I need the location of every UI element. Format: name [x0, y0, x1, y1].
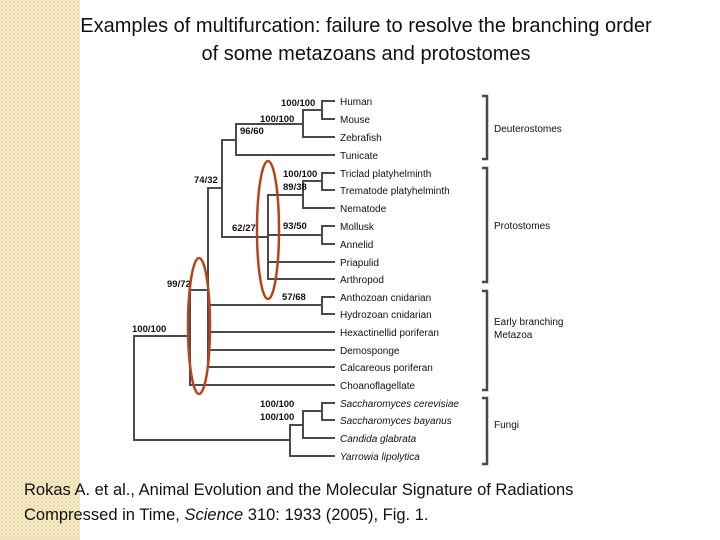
support-value-mammals-zebrafish: 100/100 — [260, 114, 295, 125]
taxon-label: Mouse — [340, 115, 371, 126]
taxon-label: Arthropod — [340, 275, 384, 286]
group-label-deuterostomes: Deuterostomes — [494, 124, 562, 135]
group-brackets — [482, 96, 487, 464]
taxon-label: Trematode platyhelminth — [340, 186, 450, 197]
taxon-label: Hexactinellid poriferan — [340, 328, 439, 339]
early-metazoa-bracket — [482, 291, 487, 390]
title-line-2: of some metazoans and protostomes — [201, 43, 531, 65]
support-value-platyhelminths: 100/100 — [283, 169, 318, 180]
taxon-label: Human — [340, 97, 373, 108]
support-labels — [132, 98, 317, 423]
taxon-label: Mollusk — [340, 222, 374, 233]
support-value-root: 100/100 — [132, 324, 167, 335]
support-value-human-mouse: 100/100 — [281, 98, 316, 109]
taxon-label: Priapulid — [340, 258, 379, 269]
support-value-mollusk-annelid: 93/50 — [283, 221, 307, 232]
taxon-label: Choanoflagellate — [340, 381, 416, 392]
taxon-label: Nematode — [340, 204, 387, 215]
taxon-label: Annelid — [340, 240, 374, 251]
group-label-metazoa: Metazoa — [494, 330, 533, 341]
group-label-protostomes: Protostomes — [494, 221, 551, 232]
support-value-vertebrates: 96/60 — [240, 126, 264, 137]
taxon-label: Zebrafish — [340, 133, 382, 144]
taxon-label: Yarrowia lipolytica — [340, 452, 420, 463]
multifurcation-highlight-metazoa — [188, 258, 210, 394]
support-value-cnidarians: 57/68 — [282, 292, 306, 303]
title-line-1: Examples of multifurcation: failure to resolve the branching order — [80, 15, 652, 37]
protostomes-bracket — [482, 168, 487, 282]
fungi-bracket — [482, 398, 487, 464]
citation-line-2 — [24, 503, 714, 528]
group-label-fungi: Fungi — [494, 420, 520, 431]
citation-suffix: 310: 1933 (2005), Fig. 1. — [243, 506, 429, 524]
support-value-saccharomyces: 100/100 — [260, 399, 295, 410]
taxon-label: Calcareous poriferan — [340, 363, 433, 374]
citation-journal: Science — [184, 506, 244, 524]
support-value-saccharomyces-candida: 100/100 — [260, 412, 295, 423]
citation-prefix: Compressed in Time, — [24, 506, 185, 524]
taxon-label: Saccharomyces bayanus — [340, 416, 452, 427]
support-value-trematode-clade: 89/38 — [283, 182, 307, 193]
tree-branches — [134, 101, 334, 456]
citation-line-1: Rokas A. et al., Animal Evolution and the Molecular Signature of Radiations — [24, 481, 574, 499]
deuterostomes-bracket — [482, 96, 487, 159]
taxa-labels — [340, 97, 459, 463]
group-labels — [494, 124, 563, 431]
taxon-label: Hydrozoan cnidarian — [340, 310, 432, 321]
taxon-label: Demosponge — [340, 346, 400, 357]
support-value-deuterostomes: 74/32 — [194, 175, 218, 186]
multifurcation-highlights — [188, 161, 279, 394]
group-label-early-branching: Early branching — [494, 317, 564, 328]
support-value-metazoa: 99/72 — [167, 279, 191, 290]
citation — [24, 478, 714, 528]
taxon-label: Candida glabrata — [340, 434, 417, 445]
taxon-label: Saccharomyces cerevisiae — [340, 399, 459, 410]
taxon-label: Triclad platyhelminth — [340, 169, 432, 180]
support-value-protostomes: 62/27 — [232, 223, 256, 234]
taxon-label: Tunicate — [340, 151, 378, 162]
taxon-label: Anthozoan cnidarian — [340, 293, 432, 304]
